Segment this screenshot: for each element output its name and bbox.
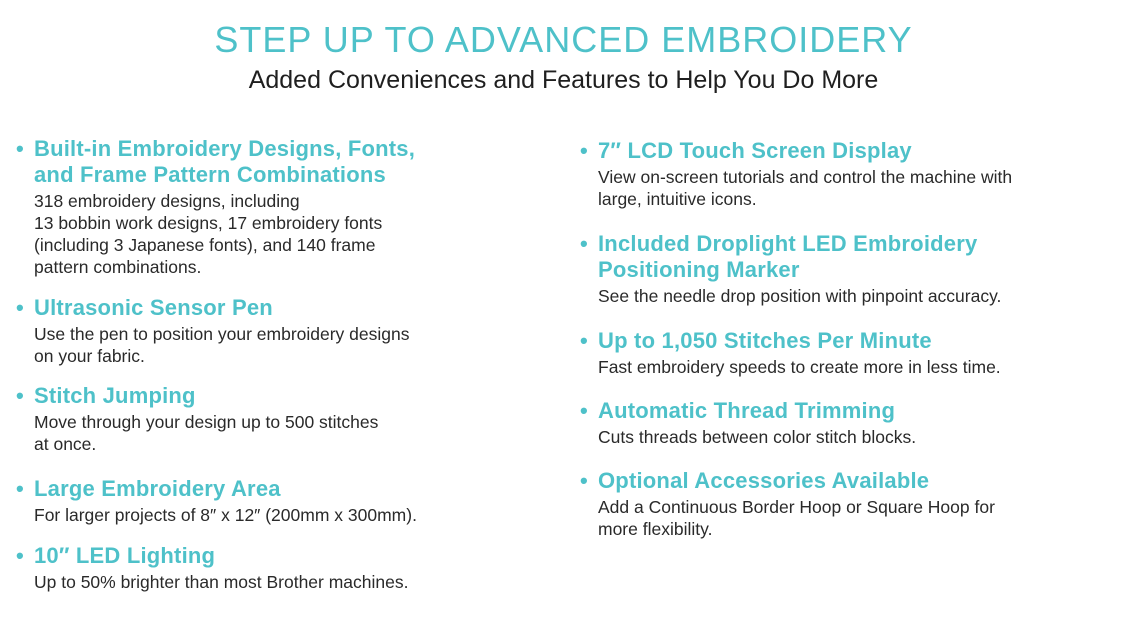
feature-builtin-designs: [16, 136, 415, 278]
feature-description: Cuts threads between color stitch blocks.: [598, 427, 917, 447]
bullet-icon: •: [16, 543, 24, 568]
feature-droplight-marker: [580, 231, 1001, 307]
feature-heading: Large Embroidery Area: [34, 476, 281, 501]
feature-sensor-pen: [16, 295, 410, 367]
feature-heading: Ultrasonic Sensor Pen: [34, 295, 273, 320]
feature-heading: Optional Accessories Available: [598, 468, 930, 493]
feature-description: Use the pen to position your embroidery designs on your fabric.: [34, 324, 410, 366]
feature-description: See the needle drop position with pinpoint accuracy.: [598, 286, 1002, 306]
feature-heading: 10″ LED Lighting: [34, 543, 216, 568]
bullet-icon: •: [580, 398, 588, 423]
feature-stitch-speed: [580, 328, 1001, 378]
feature-description: 318 embroidery designs, including 13 bobbin work designs, 17 embroidery fonts (including 3 Japanese fonts), and 140 frame pattern combinations.: [34, 191, 383, 277]
feature-description: Add a Continuous Border Hoop or Square Hoop for more flexibility.: [598, 497, 995, 539]
bullet-icon: •: [16, 136, 24, 161]
feature-heading: Automatic Thread Trimming: [598, 398, 896, 423]
feature-heading: Included Droplight LED Embroidery Positioning Marker: [598, 231, 978, 282]
feature-optional-accessories: [580, 468, 995, 540]
feature-thread-trimming: [580, 398, 916, 448]
feature-heading: Up to 1,050 Stitches Per Minute: [598, 328, 932, 353]
page-subtitle: Added Conveniences and Features to Help You Do More: [248, 66, 879, 94]
feature-heading: Built-in Embroidery Designs, Fonts, and Frame Pattern Combinations: [34, 136, 416, 187]
feature-embroidery-area: [16, 476, 417, 526]
bullet-icon: •: [580, 138, 588, 163]
bullet-icon: •: [16, 476, 24, 501]
feature-heading: 7″ LCD Touch Screen Display: [598, 138, 912, 163]
bullet-icon: •: [16, 295, 24, 320]
feature-description: Fast embroidery speeds to create more in less time.: [598, 357, 1001, 377]
feature-description: For larger projects of 8″ x 12″ (200mm x 300mm).: [34, 505, 417, 525]
feature-led-lighting: [16, 543, 409, 593]
feature-description: Up to 50% brighter than most Brother machines.: [34, 572, 409, 592]
feature-lcd-screen: [580, 138, 1012, 210]
page-title: STEP UP TO ADVANCED EMBROIDERY: [214, 19, 913, 60]
feature-description: Move through your design up to 500 stitches at once.: [34, 412, 379, 454]
bullet-icon: •: [580, 468, 588, 493]
bullet-icon: •: [580, 231, 588, 256]
bullet-icon: •: [16, 383, 24, 408]
feature-description: View on-screen tutorials and control the machine with large, intuitive icons.: [598, 167, 1013, 209]
feature-heading: Stitch Jumping: [34, 383, 196, 408]
bullet-icon: •: [580, 328, 588, 353]
feature-stitch-jumping: [16, 383, 378, 455]
